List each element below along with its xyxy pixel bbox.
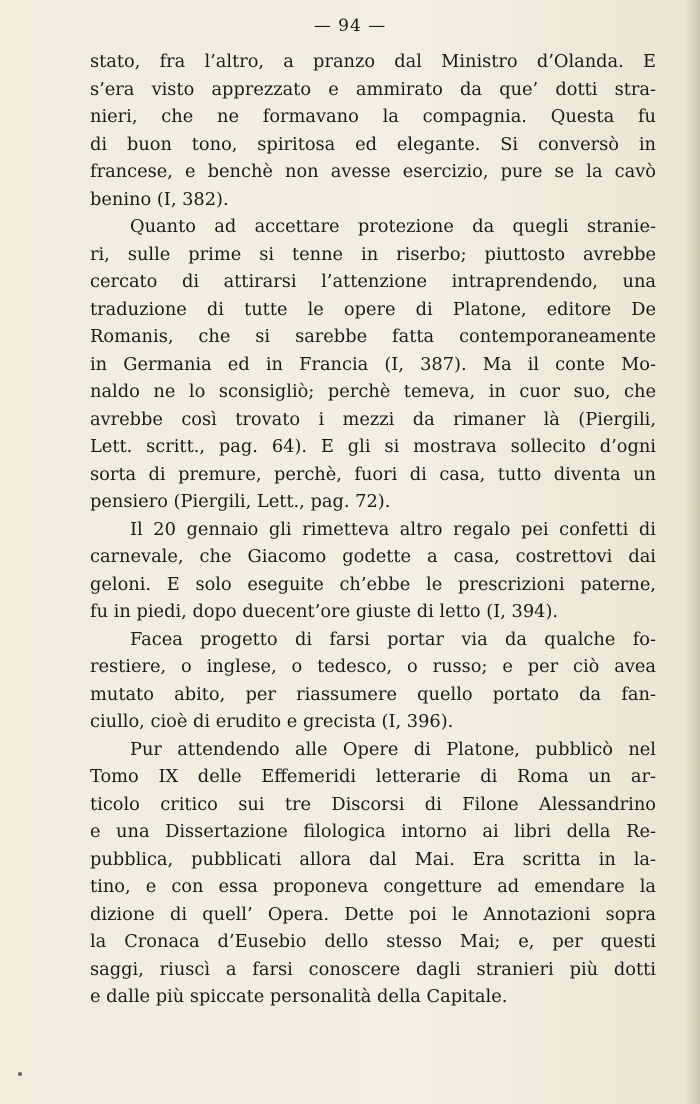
text-line: e una Dissertazione filologica intorno ai libri della Re- bbox=[90, 821, 656, 842]
text-line: restiere, o inglese, o tedesco, o russo; e per ciò avea bbox=[90, 656, 656, 677]
text-line: carnevale, che Giacomo godette a casa, costrettovi dai bbox=[90, 546, 656, 567]
text-line: francese, e benchè non avesse esercizio, pure se la cavò bbox=[90, 161, 656, 182]
paragraph bbox=[90, 48, 656, 213]
text-line: in Germania ed in Francia (I, 387). Ma il conte Mo- bbox=[90, 353, 656, 375]
text-line: Romanis, che si sarebbe fatta contemporaneamente bbox=[90, 326, 656, 347]
text-line: di buon tono, spiritosa ed elegante. Si conversò in bbox=[90, 133, 656, 155]
text-line: benino (I, 382). bbox=[90, 188, 229, 210]
text-line: saggi, riuscì a farsi conoscere dagli stranieri più dotti bbox=[90, 958, 656, 980]
text-line: traduzione di tutte le opere di Platone, editore De bbox=[90, 298, 656, 320]
text-line: sorta di premure, perchè, fuori di casa, tutto diventa un bbox=[90, 463, 656, 485]
text-line: Facea progetto di farsi portar via da qualche fo- bbox=[130, 628, 656, 650]
text-line: mutato abito, per riassumere quello portato da fan- bbox=[90, 683, 656, 705]
text-line: la Cronaca d’Eusebio dello stesso Mai; e, per questi bbox=[90, 931, 656, 952]
text-line: stato, fra l’altro, a pranzo dal Ministro d’Olanda. E bbox=[90, 51, 656, 72]
paragraph bbox=[90, 626, 656, 736]
paragraph bbox=[90, 213, 656, 516]
text-line: s’era visto apprezzato e ammirato da que’ dotti stra- bbox=[90, 78, 656, 100]
text-line: ticolo critico sui tre Discorsi di Filone Alessandrino bbox=[90, 793, 656, 815]
text-line: Quanto ad accettare protezione da quegli stranie- bbox=[130, 216, 656, 237]
text-line: fu in piedi, dopo duecent’ore giuste di letto (I, 394). bbox=[90, 601, 559, 622]
text-line: pubblica, pubblicati allora dal Mai. Era scritta in la- bbox=[90, 848, 656, 870]
body-text bbox=[90, 48, 656, 1011]
text-line: pensiero (Piergili, Lett., pag. 72). bbox=[90, 491, 391, 512]
text-line: geloni. E solo eseguite ch’ebbe le prescrizioni paterne, bbox=[90, 573, 656, 595]
text-line: e dalle più spiccate personalità della Capitale. bbox=[90, 986, 508, 1007]
text-line: ciullo, cioè di erudito e grecista (I, 396). bbox=[90, 711, 454, 732]
text-line: dizione di quell’ Opera. Dette poi le Annotazioni sopra bbox=[90, 903, 656, 925]
text-line: avrebbe così trovato i mezzi da rimaner là (Piergili, bbox=[90, 408, 656, 430]
text-line: Tomo IX delle Effemeridi letterarie di Roma un ar- bbox=[90, 766, 656, 787]
paragraph bbox=[90, 516, 656, 626]
text-line: ri, sulle prime si tenne in riserbo; piuttosto avrebbe bbox=[90, 243, 656, 265]
text-line: nieri, che ne formavano la compagnia. Questa fu bbox=[90, 106, 656, 127]
paragraph bbox=[90, 736, 656, 1011]
paper-speck bbox=[18, 1072, 22, 1076]
text-line: Pur attendendo alle Opere di Platone, pubblicò nel bbox=[130, 738, 656, 760]
page-number: — 94 — bbox=[313, 16, 387, 36]
text-line: tino, e con essa proponeva congetture ad emendare la bbox=[90, 876, 656, 897]
text-line: naldo ne lo sconsigliò; perchè temeva, in cuor suo, che bbox=[90, 381, 656, 402]
page-edge-shadow bbox=[684, 0, 700, 1104]
text-line: cercato di attirarsi l’attenzione intraprendendo, una bbox=[90, 271, 656, 292]
text-line: Il 20 gennaio gli rimetteva altro regalo pei confetti di bbox=[130, 518, 656, 540]
text-line: Lett. scritt., pag. 64). E gli si mostrava sollecito d’ogni bbox=[90, 436, 656, 457]
